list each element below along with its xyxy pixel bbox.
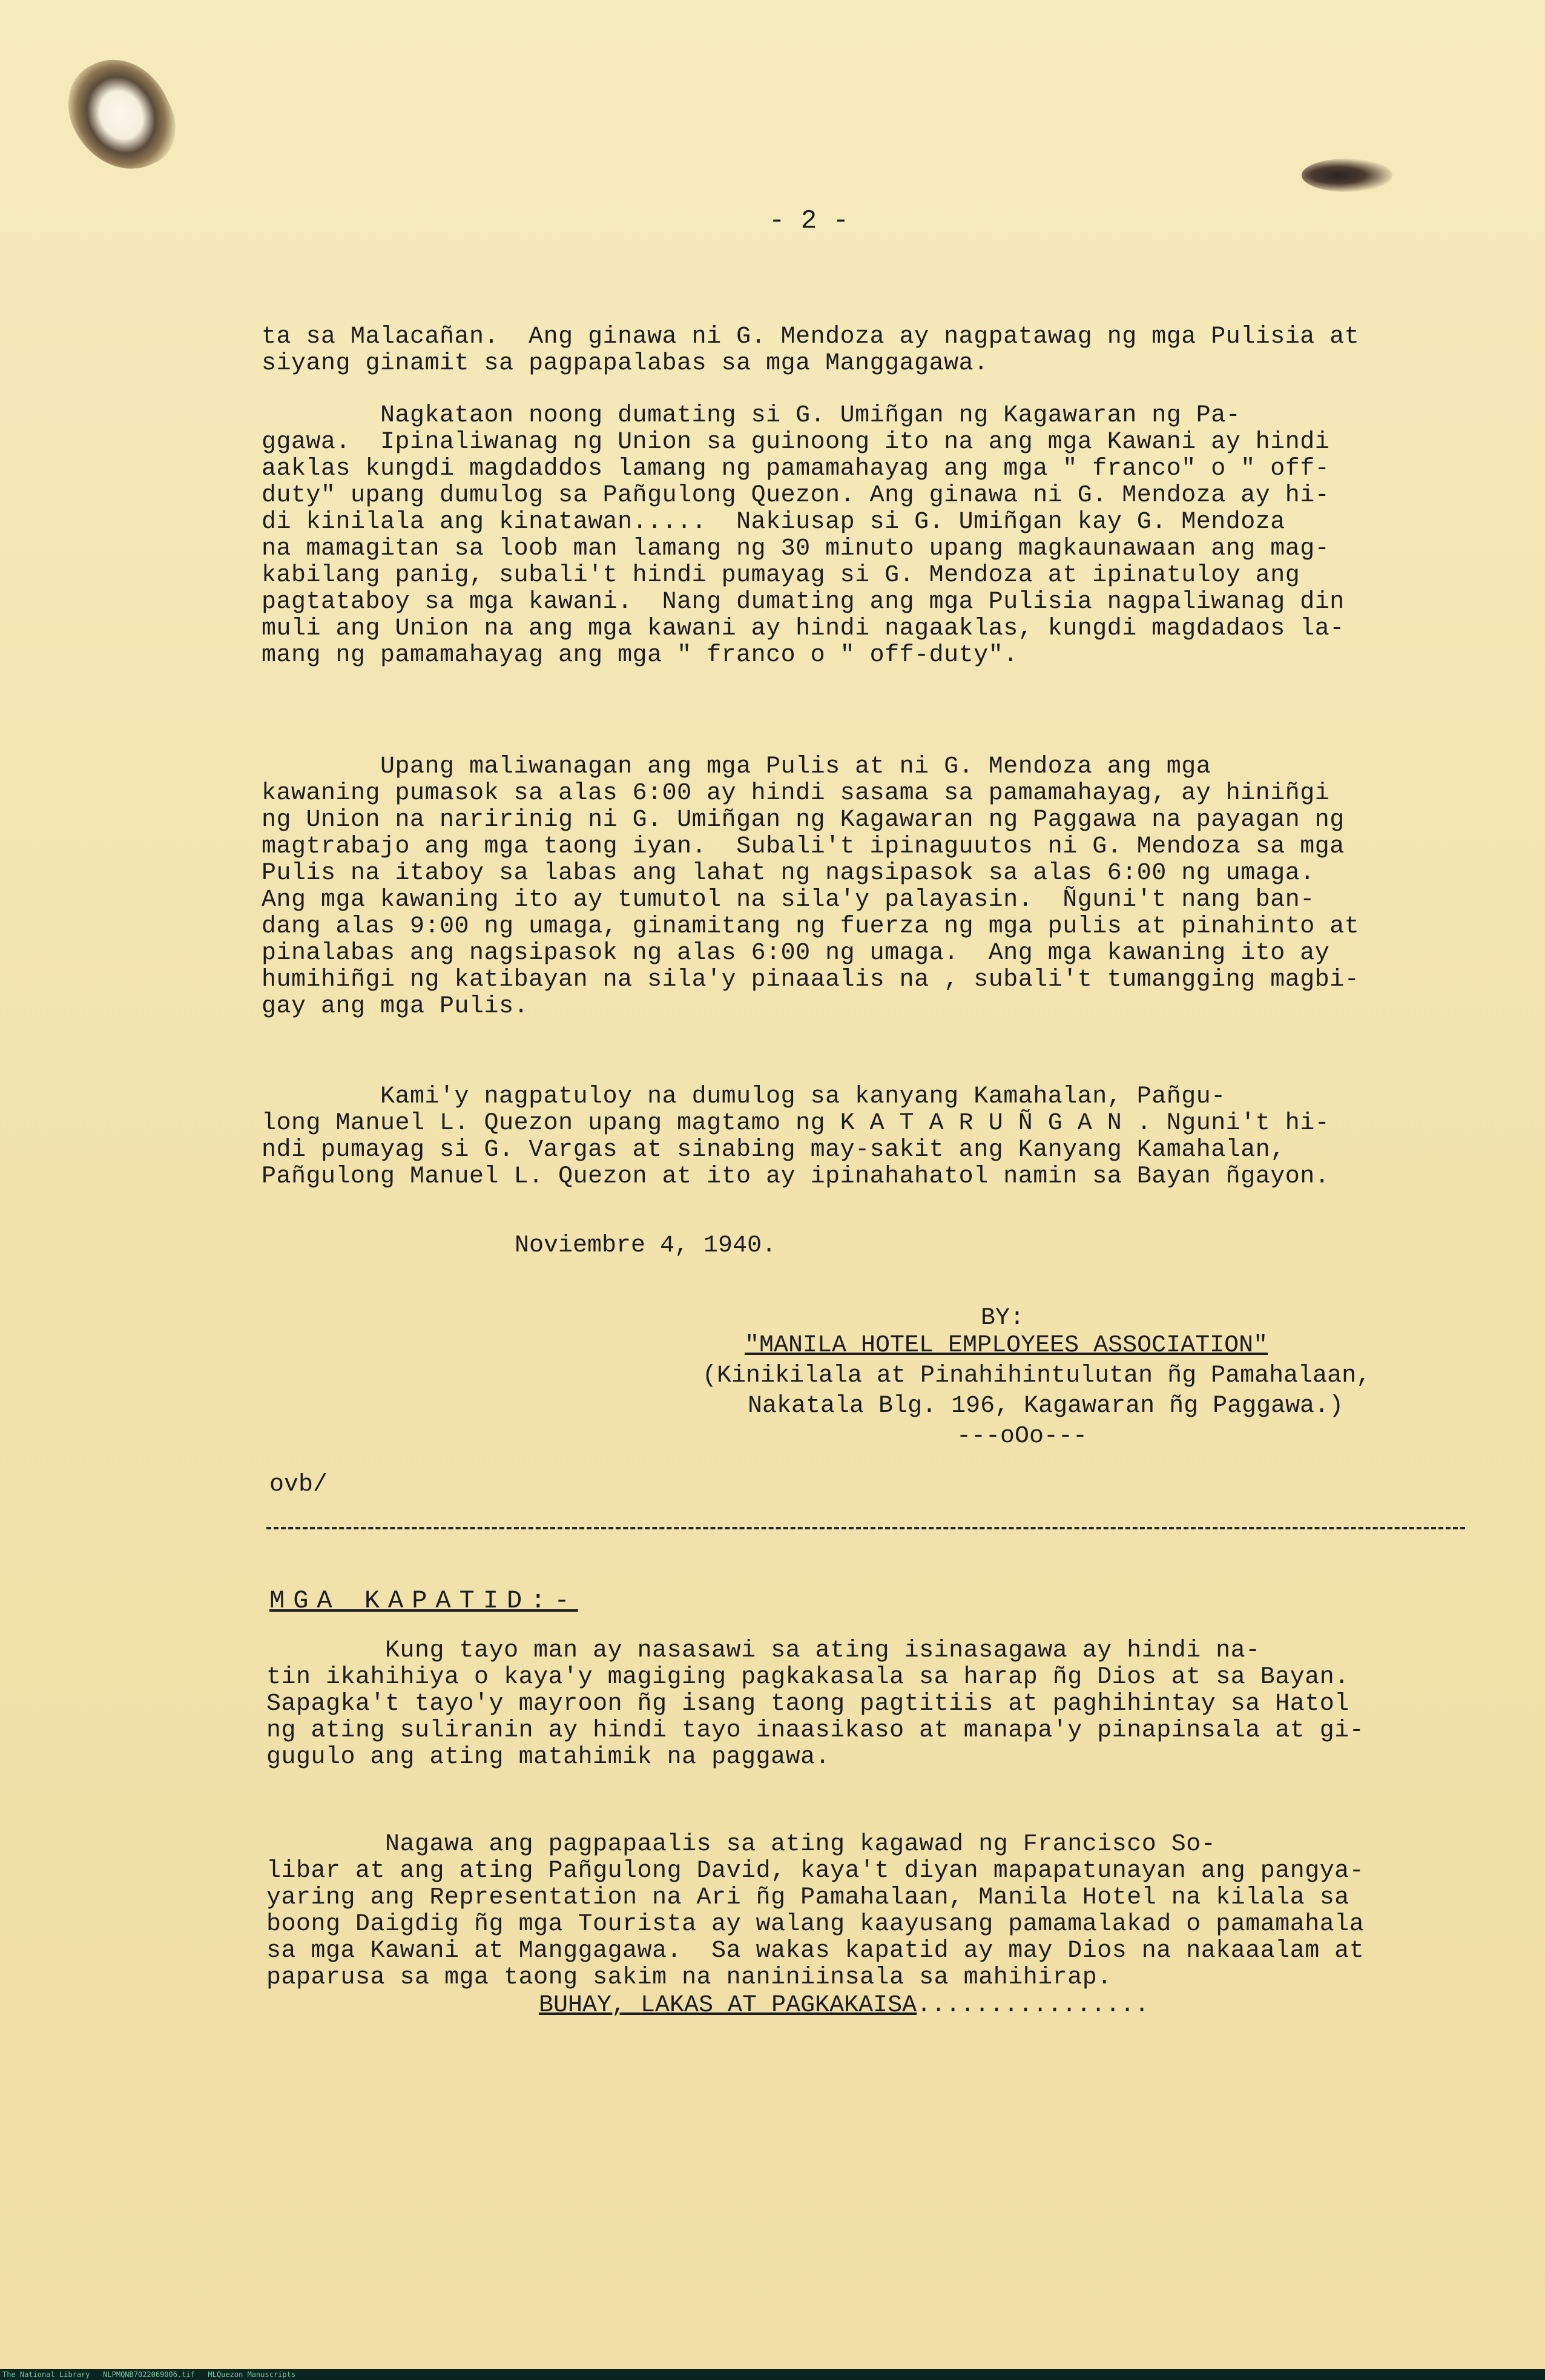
closing-dots: ................: [917, 1992, 1150, 2019]
signature-line-2: Nakatala Blg. 196, Kagawaran ñg Paggawa.): [748, 1393, 1344, 1420]
page-number: - 2 -: [769, 206, 849, 236]
paragraph-2: Nagkataon noong dumating si G. Umiñgan ng Kagawaran ng Pa- ggawa. Ipinaliwanag ng Union sa guinoong ito na ang mga Kawani ay hindi aaklas kungdi magdaddos lamang ng pamamahayag ang mga " franco" o " off- duty" upang dumulog sa Pañgulong Quezon. Ang ginawa ni G. Mendoza ay hi- di kinilala ang kinatawan..... Nakiusap si G. Umiñgan kay G. Mendoza na mamagitan sa loob man lamang ng 30 minuto upang magkaunawaan ang mag- kabilang panig, subali't hindi pumayag si G. Mendoza at ipinatuloy ang pagtataboy sa mga kawani. Nang dumating ang mga Pulisia nagpaliwanag din muli ang Union na ang mga kawani ay hindi nagaaklas, kungdi magdadaos la- mang ng pamamahayag ang mga " franco o " off-duty".: [262, 402, 1345, 669]
section-paragraph-2: Nagawa ang pagpapaalis sa ating kagawad ng Francisco So- libar at ang ating Pañgulong David, kaya't diyan mapapatunayan ang pangya- yaring ang Representation na Ari ñg Pamahalaan, Manila Hotel na kilala sa boong Daigdig ñg mga Tourista ay walang kaayusang pamamalakad o pamamahala sa mga Kawani at Manggagawa. Sa wakas kapatid ay may Dios na nakaaalam at paparusa sa mga taong sakim na naniniinsala sa mahihirap.: [266, 1831, 1365, 1991]
dashed-divider: [266, 1527, 1465, 1529]
closing-slogan: [539, 1992, 1149, 2019]
burn-hole: [53, 42, 189, 188]
section-heading: MGA KAPATID:-: [269, 1586, 578, 1615]
paragraph-3: Upang maliwanagan ang mga Pulis at ni G. Mendoza ang mga kawaning pumasok sa alas 6:00 ay hindi sasama sa pamamahayag, ay hiniñgi ng Union na naririnig ni G. Umiñgan ng Kagawaran ng Paggawa na payagan ng magtrabajo ang mga taong iyan. Subali't ipinaguutos ni G. Mendoza sa mga Pulis na itaboy sa labas ang lahat ng nagsipasok sa alas 6:00 ng umaga. Ang mga kawaning ito ay tumutol na sila'y palayasin. Ñguni't nang ban- dang alas 9:00 ng umaga, ginamitang ng fuerza ng mga pulis at pinahinto at pinalabas ang nagsipasok ng alas 6:00 ng umaga. Ang mga kawaning ito ay humihiñgi ng katibayan na sila'y pinaaalis na , subali't tumangging magbi- gay ang mga Pulis.: [262, 753, 1360, 1020]
typist-initials: ovb/: [269, 1471, 328, 1498]
section-paragraph-1: Kung tayo man ay nasasawi sa ating isinasagawa ay hindi na- tin ikahihiya o kaya'y magiging pagkakasala sa harap ñg Dios at sa Bayan. Sapagka't tayo'y mayroon ñg isang taong pagtitiis at paghihintay sa Hatol ng ating suliranin ay hindi tayo inaasikaso at manapa'y pinapinsala at gi- gugulo ang ating matahimik na paggawa.: [266, 1637, 1365, 1771]
paragraph-4: Kami'y nagpatuloy na dumulog sa kanyang Kamahalan, Pañgu- long Manuel L. Quezon upang magtamo ng K A T A R U Ñ G A N . Nguni't hi- ndi pumayag si G. Vargas at sinabing may-sakit ang Kanyang Kamahalan, Pañgulong Manuel L. Quezon at ito ay ipinahahatol namin sa Bayan ñgayon.: [262, 1083, 1330, 1190]
burn-mark: [1302, 159, 1392, 192]
closing-slogan-text: BUHAY, LAKAS AT PAGKAKAISA: [539, 1992, 917, 2019]
paragraph-1: ta sa Malacañan. Ang ginawa ni G. Mendoza ay nagpatawag ng mga Pulisia at siyang ginamit sa pagpapalabas sa mga Manggagawa.: [262, 323, 1360, 377]
signature-organization: "MANILA HOTEL EMPLOYEES ASSOCIATION": [745, 1332, 1268, 1359]
signature-ornament: ---oOo---: [957, 1423, 1088, 1450]
archive-footer: The National Library NLPMQNB7022069006.tif MLQuezon Manuscripts: [0, 2369, 1545, 2380]
signature-by: BY:: [981, 1305, 1025, 1332]
letter-date: Noviembre 4, 1940.: [515, 1232, 777, 1259]
signature-line-1: (Kinikilala at Pinahihintulutan ñg Pamahalaan,: [702, 1362, 1371, 1389]
